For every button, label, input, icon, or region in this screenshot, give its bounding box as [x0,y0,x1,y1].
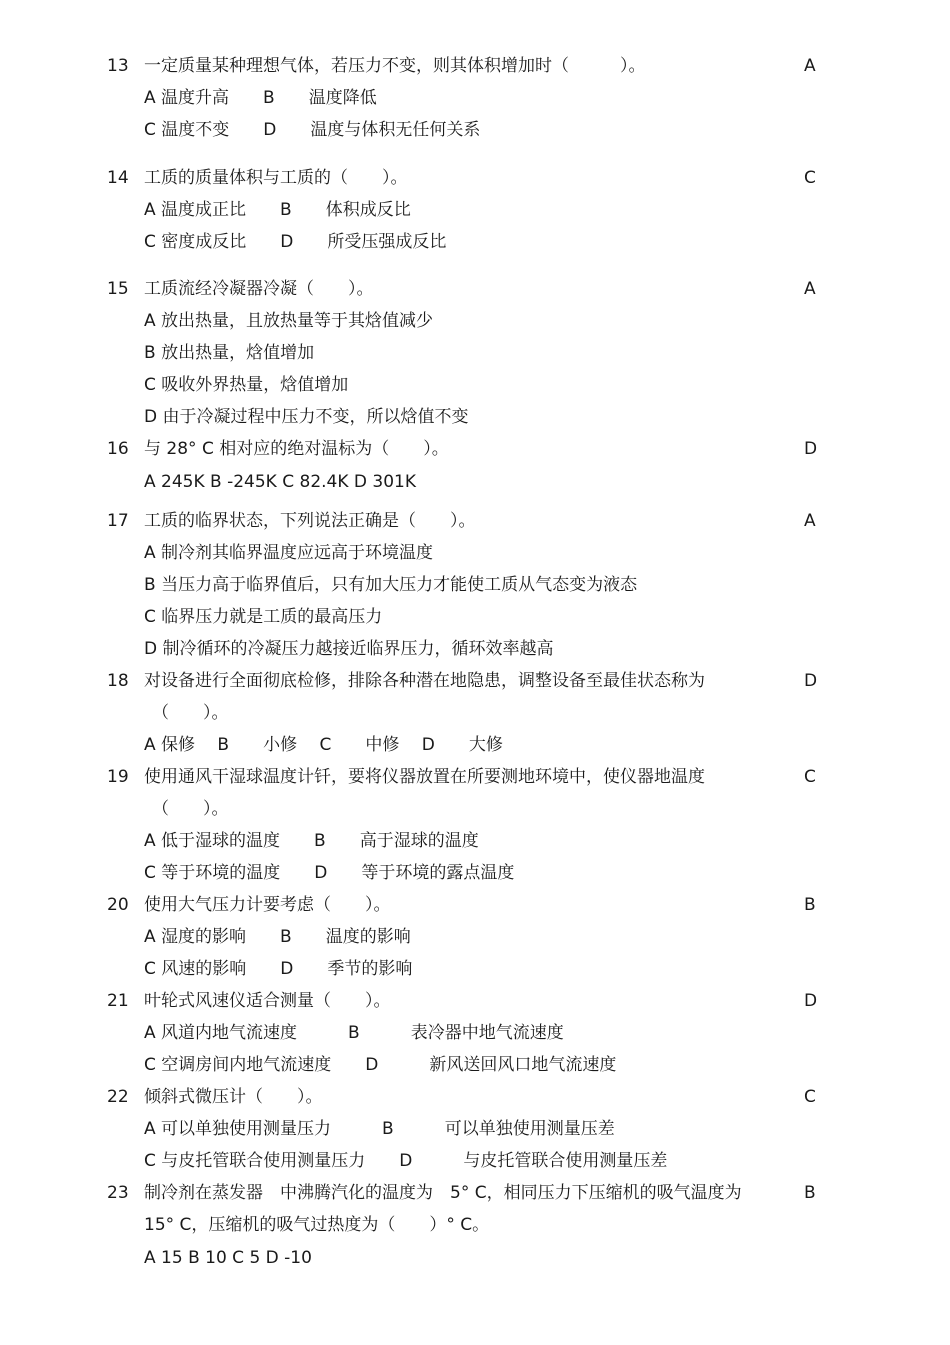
option-line: A 保修 B 小修 C 中修 D 大修 [144,735,503,755]
answer-key: D [804,671,818,691]
question-number: 23 [107,1183,129,1203]
answer-key: D [804,439,818,459]
option-line: A 湿度的影响 B 温度的影响 [144,927,411,947]
question-stem: 工质流经冷凝器冷凝（ ）。 [144,279,374,299]
question-stem: 一定质量某种理想气体，若压力不变，则其体积增加时（ ）。 [144,56,646,76]
question-stem-continued: 15° C，压缩机的吸气过热度为（ ）° C。 [144,1215,490,1235]
option-line: D 由于冷凝过程中压力不变，所以焓值不变 [144,407,469,427]
question-number: 21 [107,991,129,1011]
question-number: 13 [107,56,129,76]
question-stem-continued: （ ）。 [152,799,229,819]
question-stem-continued: （ ）。 [152,703,229,723]
question-stem: 倾斜式微压计（ ）。 [144,1087,323,1107]
option-line: A 低于湿球的温度 B 高于湿球的温度 [144,831,479,851]
option-line: A 245K B -245K C 82.4K D 301K [144,472,416,492]
option-line: A 风道内地气流速度 B 表冷器中地气流速度 [144,1023,564,1043]
question-stem: 使用大气压力计要考虑（ ）。 [144,895,391,915]
question-stem: 工质的质量体积与工质的（ ）。 [144,168,408,188]
option-line: C 空调房间内地气流速度 D 新风送回风口地气流速度 [144,1055,617,1075]
answer-key: B [804,895,816,915]
option-line: C 临界压力就是工质的最高压力 [144,607,383,627]
question-number: 18 [107,671,129,691]
question-number: 15 [107,279,129,299]
question-stem: 使用通风干湿球温度计钎，要将仪器放置在所要测地环境中，使仪器地温度 [144,767,705,787]
option-line: C 等于环境的温度 D 等于环境的露点温度 [144,863,515,883]
question-number: 22 [107,1087,129,1107]
question-stem: 叶轮式风速仪适合测量（ ）。 [144,991,391,1011]
option-line: A 温度升高 B 温度降低 [144,88,377,108]
question-number: 16 [107,439,129,459]
option-line: A 可以单独使用测量压力 B 可以单独使用测量压差 [144,1119,615,1139]
question-number: 14 [107,168,129,188]
question-stem: 工质的临界状态，下列说法正确是（ ）。 [144,511,476,531]
answer-key: C [804,1087,816,1107]
option-line: A 制冷剂其临界温度应远高于环境温度 [144,543,434,563]
option-line: B 放出热量，焓值增加 [144,343,315,363]
option-line: C 密度成反比 D 所受压强成反比 [144,232,447,252]
option-line: C 温度不变 D 温度与体积无任何关系 [144,120,481,140]
answer-key: C [804,767,816,787]
question-number: 20 [107,895,129,915]
answer-key: A [804,56,816,76]
question-stem: 与 28° C 相对应的绝对温标为（ ）。 [144,439,449,459]
option-line: C 吸收外界热量，焓值增加 [144,375,349,395]
answer-key: B [804,1183,816,1203]
question-stem: 对设备进行全面彻底检修，排除各种潜在地隐患，调整设备至最佳状态称为 [144,671,705,691]
option-line: C 风速的影响 D 季节的影响 [144,959,413,979]
question-stem: 制冷剂在蒸发器 中沸腾汽化的温度为 5° C，相同压力下压缩机的吸气温度为 [144,1183,742,1203]
option-line: A 温度成正比 B 体积成反比 [144,200,411,220]
answer-key: C [804,168,816,188]
answer-key: A [804,279,816,299]
option-line: D 制冷循环的冷凝压力越接近临界压力，循环效率越高 [144,639,554,659]
option-line: A 15 B 10 C 5 D -10 [144,1248,312,1268]
option-line: B 当压力高于临界值后，只有加大压力才能使工质从气态变为液态 [144,575,638,595]
question-number: 17 [107,511,129,531]
answer-key: D [804,991,818,1011]
answer-key: A [804,511,816,531]
question-number: 19 [107,767,129,787]
option-line: C 与皮托管联合使用测量压力 D 与皮托管联合使用测量压差 [144,1151,668,1171]
option-line: A 放出热量，且放热量等于其焓值减少 [144,311,434,331]
